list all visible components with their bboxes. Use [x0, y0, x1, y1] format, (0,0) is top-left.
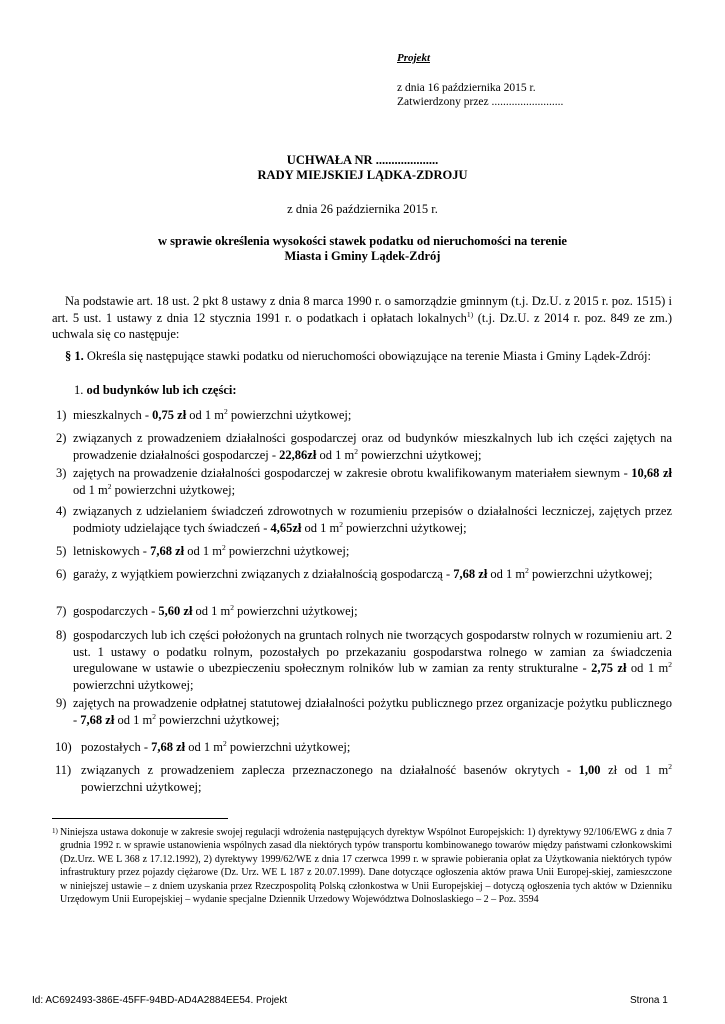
item-text: mieszkalnych - 0,75 zł od 1 $m^2$ powierzchni użytkowej;	[73, 406, 352, 422]
tax-rate-item	[52, 407, 672, 424]
footnote-divider	[52, 818, 228, 819]
preamble: Na podstawie art. 18 ust. 2 pkt 8 ustawy z dnia 8 marca 1990 r. o samorządzie gminnym (t.j. Dz.U. z 2015 r. poz. 1515) i art. 5 ust. 1 ustawy z dnia 12 stycznia 1991 r. o podatkach i opłatach lokalnych$^{1)}$ (t.j. Dz.U. z 2014 r. poz. 849 ze zm.) uchwala się co następuje:	[52, 294, 672, 341]
tax-rate-item	[52, 430, 672, 463]
tax-rate: 2,75 zł	[591, 661, 627, 675]
item-text: związanych z prowadzeniem działalności gospodarczej oraz od budynków mieszkalnych lub ich części zajętych na prowadzenie działalności gospodarczej - 22,86zł od 1 $m^2$ powierzchni użytkowej;	[73, 431, 672, 462]
resolution-number: UCHWAŁA NR ....................	[286, 153, 439, 167]
item-number: 2)	[56, 431, 67, 445]
item-text: garaży, z wyjątkiem powierzchni związanych z działalnością gospodarczą - 7,68 zł od 1 $m^2$ powierzchni użytkowej;	[73, 565, 653, 581]
footnote: 1) Niniejsza ustawa dokonuje w zakresie swojej regulacji wdrożenia następujących dyrektyw Wspólnot Europejskich: 1) dyrektywy 92/106/EWG z dnia 7 grudnia 1992 r. w sprawie ustanowienia wspólnych zasad dla niektórych typów transportu kombinowanego towarów między państwami członkowskimi (Dz.Urz. WE L 368 z 17.12.1992), 2) dyrektywy 1999/62/WE z dnia 17 czerwca 1999 r. w sprawie pobierania opłat za Użytkowania niektórych typów infrastruktury przez pojazdy ciężarowe (Dz. Urz. WE L 187 z 20.07.1999). Dane dotyczące ogłoszenia aktów prawa Unii Europej-skiej, zamieszczone w niniejszej ustawie – z dniem uzyskania przez Rzeczpospolitą Polską członkostwa w Unii Europejskiej – dotyczą ogłoszenia tych aktów w Dzienniku Urzędowym Unii Europejskiej – wydanie specjalne Dziennik Urzedowy Województwa Dolnoslaskiego – 2 – Poz. 3594	[52, 827, 672, 906]
item-number: 7)	[56, 604, 67, 618]
page-number: Strona 1	[630, 995, 668, 1006]
item-text: zajętych na prowadzenie odpłatnej statutowej działalności pożytku publicznego przez organizacje pożytku publicznego - 7,68 zł od 1 $m^2$ powierzchni użytkowej;	[73, 696, 672, 727]
point-1: 1. od budynków lub ich części:	[74, 383, 237, 397]
approved-by: Zatwierdzony przez .........................	[397, 96, 564, 108]
resolution-date: z dnia 26 października 2015 r.	[287, 202, 438, 216]
item-number: 3)	[56, 466, 67, 480]
tax-rate-item	[52, 739, 672, 756]
item-number: 6)	[56, 567, 67, 581]
tax-rate: 7,68 zł	[150, 544, 185, 558]
tax-rate: 0,75 zł	[152, 408, 187, 422]
tax-rate: 7,68 zł	[151, 740, 186, 754]
item-text: związanych z prowadzeniem zaplecza przeznaczonego na działalność basenów okrytych - 1,00 zł od 1 $m^2$ powierzchni użytkowej;	[81, 761, 672, 794]
council-name: RADY MIEJSKIEJ LĄDKA-ZDROJU	[257, 168, 468, 182]
subject-line-2: Miasta i Gminy Lądek-Zdrój	[284, 249, 441, 263]
item-text: gospodarczych - 5,60 zł od 1 $m^2$ powierzchni użytkowej;	[73, 602, 358, 618]
tax-rate: 5,60 zł	[158, 604, 193, 618]
tax-rate: 4,65zł	[270, 520, 302, 535]
tax-rate: 1,00	[578, 763, 601, 777]
section-1: § 1. Określa się następujące stawki podatku od nieruchomości obowiązujące na terenie Miasta i Gminy Lądek-Zdrój:	[65, 349, 651, 363]
tax-rate: 7,68 zł	[80, 712, 115, 727]
tax-rate: 10,68 zł	[631, 466, 672, 480]
document-id: Id: AC692493-386E-45FF-94BD-AD4A2884EE54. Projekt	[32, 995, 288, 1006]
tax-rate-item	[52, 566, 672, 583]
projekt-label: Projekt	[397, 52, 430, 64]
item-number: 4)	[56, 504, 67, 518]
item-number: 8)	[56, 628, 67, 642]
item-text: pozostałych - 7,68 zł od 1 $m^2$ powierzchni użytkowej;	[81, 738, 351, 754]
tax-rate: 7,68 zł	[453, 567, 488, 581]
tax-rate-item	[52, 695, 672, 728]
item-text: letniskowych - 7,68 zł od 1 $m^2$ powierzchni użytkowej;	[73, 542, 350, 558]
item-text: zajętych na prowadzenie działalności gospodarczej w zakresie obrotu kwalifikowanym materiałem siewnym - 10,68 zł od 1 $m^2$ powierzchni użytkowej;	[73, 466, 672, 497]
item-number: 9)	[56, 696, 67, 710]
item-text: związanych z udzielaniem świadczeń zdrowotnych w rozumieniu przepisów o działalności leczniczej, zajętych przez podmioty udzielające tych świadczeń - 4,65zł od 1 $m^2$ powierzchni użytkowej;	[73, 504, 672, 535]
item-number: 5)	[56, 544, 67, 558]
item-text: gospodarczych lub ich części położonych na gruntach rolnych nie tworzących gospodarstw rolnych w rozumieniu art. 2 ust. 1 ustawy o podatku rolnym, pozostałych po przekazaniu gospodarstwa rolnego w zamian za świadczenia uregulowane w ustawie o ubezpieczeniu społecznym rolników lub w zamian za renty strukturalne - 2,75 zł od 1 $m^2$ powierzchni użytkowej;	[73, 628, 672, 692]
tax-rate-item	[52, 543, 672, 560]
tax-rate-item	[52, 503, 672, 536]
tax-rate: 22,86zł	[279, 447, 317, 462]
item-number: 11)	[55, 763, 72, 777]
subject-line-1: w sprawie określenia wysokości stawek podatku od nieruchomości na terenie	[158, 234, 567, 248]
tax-rate-item	[52, 762, 672, 795]
tax-rate-item	[52, 627, 672, 693]
item-number: 1)	[56, 408, 67, 422]
item-number: 10)	[55, 740, 72, 754]
tax-rate-item	[52, 465, 672, 498]
draft-date: z dnia 16 października 2015 r.	[397, 82, 536, 94]
tax-rate-item	[52, 603, 672, 620]
